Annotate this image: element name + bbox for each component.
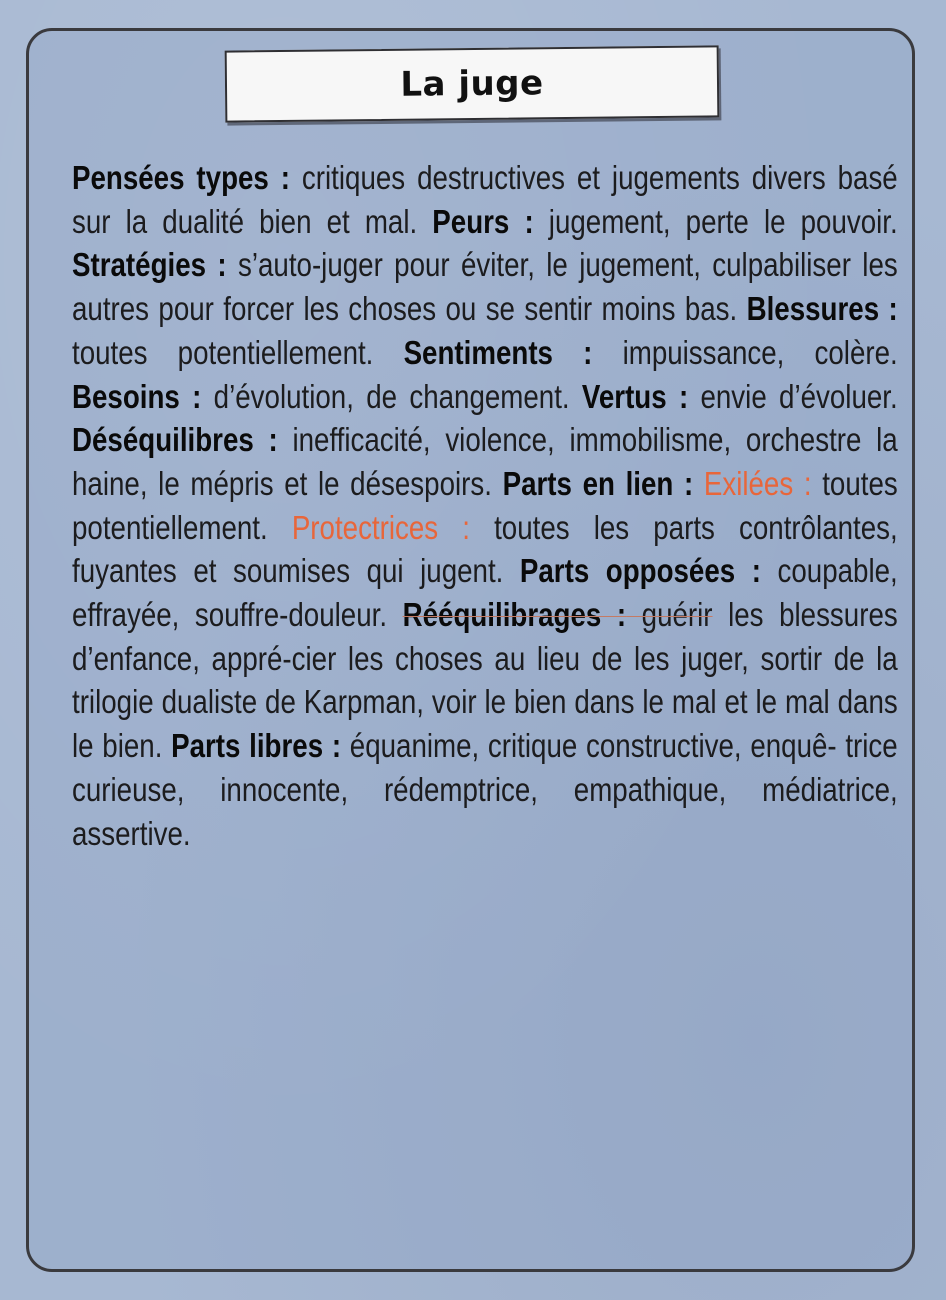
text-desequilibres: inefficacité, violence, immobilisme, orchestre la haine, le mépris et le désespoirs.: [72, 421, 898, 502]
text-reequilibrages-struck: guérir: [626, 596, 713, 634]
text-sentiments: impuissance, colère.: [592, 333, 898, 371]
text-vertus: envie d’évoluer.: [688, 377, 898, 415]
text-besoins: d’évolution, de changement.: [201, 377, 582, 415]
text-parts-en-lien: [693, 465, 704, 502]
label-besoins: Besoins :: [72, 377, 202, 415]
label-pensees-types: Pensées types :: [72, 159, 291, 196]
label-parts-opposees: Parts opposées :: [519, 552, 761, 590]
text-parts-opposees: coupable, effrayée, souffre-douleur.: [72, 552, 898, 634]
text-exilees: toutes potentiellement.: [72, 464, 898, 546]
title-banner: [225, 45, 720, 122]
label-parts-en-lien: Parts en lien :: [502, 464, 694, 502]
text-peurs: jugement, perte le pouvoir.: [533, 202, 898, 240]
label-sentiments: Sentiments :: [403, 333, 593, 371]
label-reequilibrages: Rééquilibrages :: [402, 596, 627, 634]
sublabel-exilees: Exilées :: [703, 464, 812, 502]
label-vertus: Vertus :: [581, 377, 689, 415]
text-strategies: s’auto-juger pour éviter, le jugement, culpabiliser les autres pour forcer les choses ou se sentir moins bas.: [72, 246, 898, 328]
text-blessures: toutes potentiellement.: [72, 333, 404, 371]
label-strategies: Stratégies :: [72, 246, 227, 284]
text-parts-libres: équanime, critique constructive, enquê- trice curieuse, innocente, rédemptrice, empathique, médiatrice, assertive.: [72, 727, 898, 852]
text-pensees-types: critiques destructives et jugements divers basé sur la dualité bien et mal.: [72, 159, 898, 240]
label-desequilibres: Déséquilibres :: [72, 421, 278, 459]
card-body: [72, 156, 898, 855]
label-blessures: Blessures :: [746, 290, 898, 328]
text-reequilibrages: les blessures d’enfance, appré-cier les choses au lieu de les juger, sortir de la trilogie dualiste de Karpman, voir le bien dans le mal et le mal dans le bien.: [72, 596, 898, 765]
label-parts-libres: Parts libres :: [171, 727, 342, 765]
card-title: La juge: [400, 63, 544, 105]
text-protectrices: toutes les parts contrôlantes, fuyantes et soumises qui jugent.: [72, 508, 898, 590]
label-peurs: Peurs :: [432, 202, 534, 240]
sublabel-protectrices: Protectrices :: [291, 508, 470, 546]
